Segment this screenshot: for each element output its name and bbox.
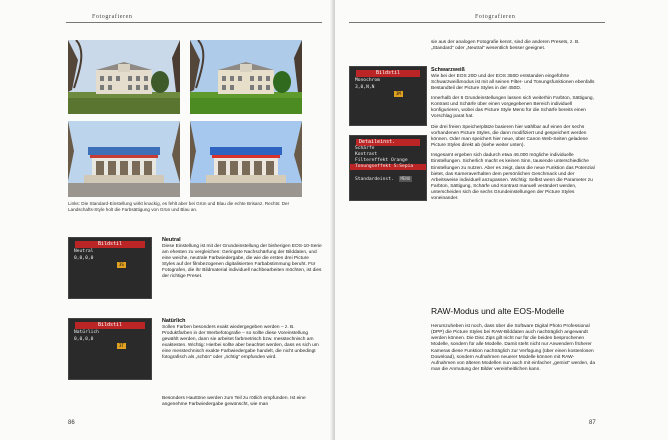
kiosk-illustration <box>68 121 180 197</box>
detail-label: Schärfe <box>355 146 375 151</box>
page-number: 87 <box>589 420 596 426</box>
lcd-row-values: 0,0,0,0 <box>74 337 94 342</box>
section-monochrome <box>431 67 597 202</box>
kiosk-illustration <box>190 121 302 197</box>
running-head: Fotografieren <box>92 14 133 20</box>
intro-paragraph <box>431 40 597 52</box>
lcd-detail-row-selected <box>350 164 426 170</box>
photo-kiosk-landscape <box>190 121 302 197</box>
running-head: Fotografieren <box>475 14 516 20</box>
section-natural-continued <box>162 396 322 408</box>
lcd-chip-row <box>69 343 151 350</box>
text-monochrome-3: Die drei freien Speicherplätze basieren hier wählbar auf einen der sechs vorhandenen Picture Styles, die dann modifiziert und gespeichert werden können. Oder man speichert hier neue, über Canon Web-Seiten geladene Picture Styles direkt ab (siehe weiter unten). <box>431 124 588 149</box>
lcd-chip-row <box>69 262 151 269</box>
photo-caption: Links: Die Standard-Einstellung wirkt knackig, es fehlt aber bei Grün und Blau die echte Brisanz. Rechts: Der Landschafts-Style holt die Farbsättigung von Grün und Blau an. <box>68 201 290 212</box>
header-rule <box>66 22 322 23</box>
lcd-footer-left: Standardeinst. <box>355 177 394 182</box>
detail-label: Filtereffekt <box>355 158 389 163</box>
text-natural: Sollen Farben besonders exakt wiedergegeben werden – z. B. Produktfarben in der Werbefotografie – so sollte diese Voreinstellung gewählt werden, dann sie arbeitet farbmetrisch bzw. messtechnisch am exaktesten. Wichtig: Hierbei sollte aber beachtet werden, dass es sich um eine messtechnisch exakte Farbwiedergabe handelt, die nicht unbedingt fotografisch als „schön“ oder „richtig“ empfunden wird. <box>162 324 319 361</box>
lcd-chip-row <box>350 91 426 98</box>
lcd-screen-natural <box>68 318 152 380</box>
section-raw <box>431 324 597 373</box>
lcd-row-label: Monochrom <box>355 78 380 83</box>
photo-castle-standard <box>68 40 180 114</box>
text-monochrome-4: Insgesamt ergeben sich dadurch etwa 46.000 mögliche individuelle Einstellungen. Sicherlich macht es keinen Sinn, tausende unterschiedliche Einstellungen zu nutzen. Aber es zeigt, dass die neue Funktion das Potenzial bietet, das Kameraverhalten dem persönlichen Geschmack und der Arbeitsweise individuell anzupassen. Wichtig: Selbst wenn die Parameter zu Farbton, Sättigung, Schärfe und Kontrast manuell verändert werden, unterscheiden sich die sechs Grundeinstellungen der Picture Styles voneinander. <box>431 153 595 202</box>
lcd-title: Bildstil <box>356 70 420 77</box>
text-monochrome-2: Innerhalb der 6 Grundeinstellungen lassen sich weiterhin Farbton, Sättigung, Kontrast und Schärfe über einen vorgegebenen Bereich individuell konfigurieren, wobei das Picture Style Menü für die Schärfe bereits einen Vorschlag parat hat. <box>431 95 594 120</box>
lcd-selected-chip: 3S <box>119 262 124 267</box>
lcd-footer <box>350 176 426 183</box>
detail-label: Kontrast <box>355 152 378 157</box>
heading-natural: Natürlich <box>162 318 186 324</box>
text-monochrome: Wie bei der EOS 20D und der EOS 350D entstanden eingeführte Schwarzweißmodus ist mit all seinen Filter- und Tonungsfunktionen ebenfalls Bestandteil der Picture Styles in der 450D. <box>431 73 595 91</box>
text-natural-continued: Besonders Hauttöne werden zum Teil zu rötlich empfunden. Ist eine angenehme Farbwiedergabe gewünscht, wie man <box>162 396 306 408</box>
text-neutral: Diese Einstellung ist mit der Grundeinstellung der bisherigen EOS-10-Serie am ehesten zu vergleichen: Geringste Nachschärfung der Bilddaten, und eine weiche, neutrale Farbwiedergabe, die wie die ersten drei Picture Styles auf der filmbezogenen digitalisierten Farbabstimmung beruht. Für Fotografen, die ihr Bildmaterial individuell nachbearbeiten möchten, ist dies der richtige Preset. <box>162 243 322 280</box>
text-intro: sie aus der analogen Fotografie kennt, sind die anderen Presets, z. B. „Standard“ oder „Neutral“ wesentlich besser geeignet. <box>431 40 580 52</box>
section-natural <box>162 318 322 361</box>
page-number: 86 <box>68 420 75 426</box>
detail-label: Tonungseffekt <box>355 164 391 169</box>
detail-value: Orange <box>390 158 408 163</box>
header-rule <box>349 22 605 23</box>
right-page <box>335 0 668 440</box>
lcd-selected-chip: 3T <box>119 343 124 348</box>
castle-illustration <box>190 40 302 114</box>
heading-neutral: Neutral <box>162 237 181 243</box>
photo-castle-landscape <box>190 40 302 114</box>
lcd-row-values: 0,0,0,0 <box>74 256 94 261</box>
left-page <box>0 0 333 440</box>
heading-monochrome: Schwarzweiß <box>431 67 465 73</box>
lcd-screen-neutral <box>68 237 152 299</box>
lcd-title: Detaileinst. <box>356 139 420 146</box>
castle-illustration <box>68 40 180 114</box>
lcd-row-values: 3,0,N,N <box>355 85 375 90</box>
photo-kiosk-standard <box>68 121 180 197</box>
detail-value: S:Sepia <box>393 164 414 169</box>
lcd-row-label: Neutral <box>74 249 94 254</box>
lcd-title: Bildstil <box>75 322 145 329</box>
lcd-title: Bildstil <box>75 241 145 248</box>
section-neutral <box>162 237 322 280</box>
heading-raw: RAW-Modus und alte EOS-Modelle <box>431 306 565 316</box>
lcd-row-label: Natürlich <box>74 330 99 335</box>
lcd-selected-chip: 3M <box>396 91 401 96</box>
text-raw: Herumzuheben ist noch, dass über die Software Digital Photo Professional (DPP) die Picture Styles bei RAW-Bilddaten auch nachträglich angewandt werden können. Die Disc Zips gilt nicht nur für die beiden besprochenen Modelle, sondern für alle Modelle. Damit steht nicht nur Anwendern früherer Kameras diese Funktion nachträglich zur Verfügung (über einen kostenlosen Download), sondern Aufnahmen neuerer Modelle können mit RAW-Aufnahmen von älteren Modellen nun auch mit einfacher „gemixt“ werden, da man die Anmutung der Bilder vereinheitlichen kann. <box>431 324 595 373</box>
lcd-footer-right: MENU <box>400 176 411 181</box>
lcd-screen-detail-settings <box>349 135 427 201</box>
lcd-screen-monochrome <box>349 66 427 126</box>
